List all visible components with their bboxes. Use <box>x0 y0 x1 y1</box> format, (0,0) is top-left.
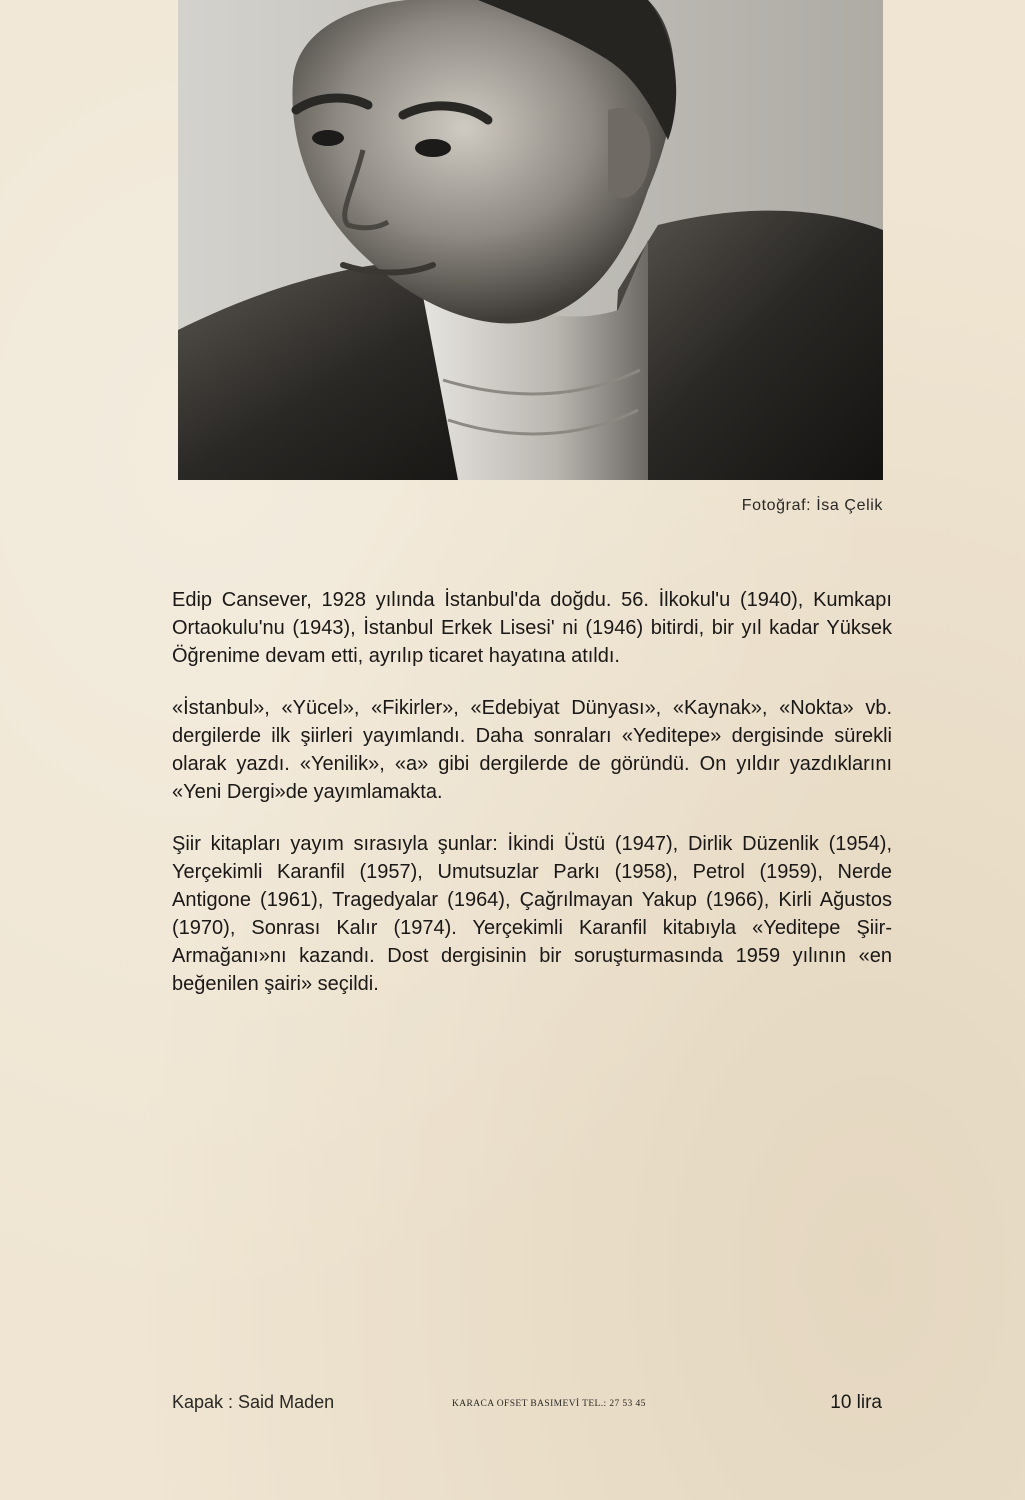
printer-info: KARACA OFSET BASIMEVİ TEL.: 27 53 45 <box>452 1399 646 1409</box>
portrait-image <box>178 0 883 480</box>
bio-paragraph-magazines: «İstanbul», «Yücel», «Fikirler», «Edebiyat Dünyası», «Kaynak», «Nokta» vb. dergilerde ilk şiirleri yayımlandı. Daha sonraları «Yeditepe» dergisinde sürekli olarak yazdı. «Yenilik», «a» gibi dergilerde de göründü. On yıldır yazdıklarını «Yeni Dergi»de yayımlamakta. <box>172 697 892 803</box>
bio-paragraph-birth-education: Edip Cansever, 1928 yılında İstanbul'da doğdu. 56. İlkokul'u (1940), Kumkapı Ortaokulu'nu (1943), İstanbul Erkek Lisesi' ni (1946) bitirdi, bir yıl kadar Yüksek Öğrenime devam etti, ayrılıp ticaret hayatına atıldı. <box>172 589 892 667</box>
photo-credit: Fotoğraf: İsa Çelik <box>741 497 883 514</box>
book-price: 10 lira <box>830 1392 882 1413</box>
author-biography <box>172 586 892 1022</box>
cover-designer-credit: Kapak : Said Maden <box>172 1392 335 1412</box>
author-portrait-photo <box>178 0 883 480</box>
bio-paragraph-books: Şiir kitapları yayım sırasıyla şunlar: İkindi Üstü (1947), Dirlik Düzenlik (1954), Yerçekimli Karanfil (1957), Umutsuzlar Parkı (1958), Petrol (1959), Nerde Antigone (1961), Tragedyalar (1964), Çağrılmayan Yakup (1966), Kirli Ağustos (1970), Sonrası Kalır (1974). Yerçekimli Karanfil kitabıyla «Yeditepe Şiir-Armağanı»nı kazandı. Dost dergisinin bir soruşturmasında 1959 yılının «en beğenilen şairi» seçildi. <box>172 833 892 995</box>
back-cover-footer <box>172 1392 882 1422</box>
